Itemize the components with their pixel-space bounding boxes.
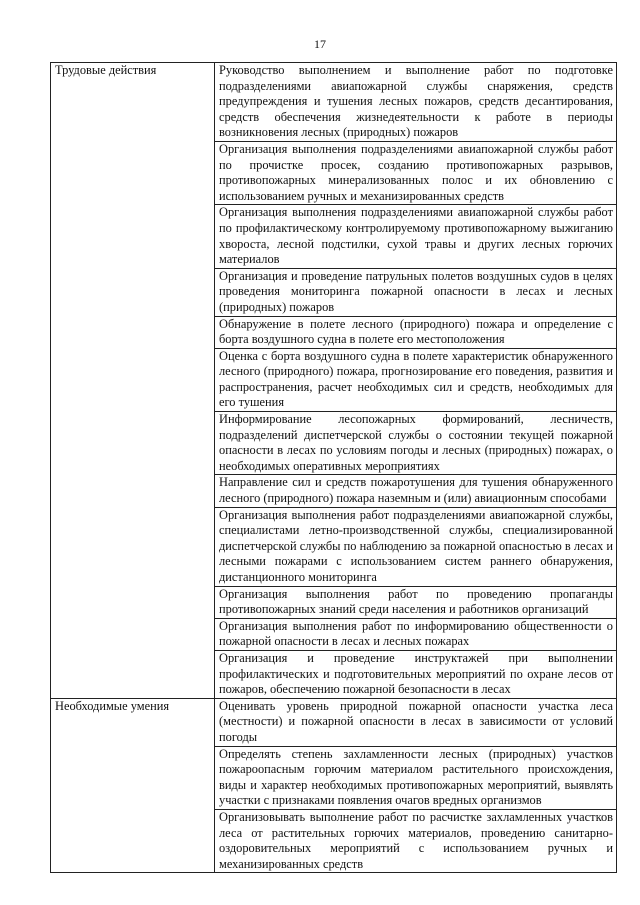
item-text: Обнаружение в полете лесного (природного) пожара и определение с борта воздушного судна в полете его местоположения xyxy=(219,316,613,347)
item-text: Организация выполнения работ подразделениями авиапожарной службы, специалистами летно-производственной службы, специализированной диспетчерской службы по наблюдению за пожарной опасностью в лесах и лесными пожарами с использованием систем раннего обнаружения, дистанционного мониторинга xyxy=(219,507,613,584)
item-text: Информирование лесопожарных формирований, лесничеств, подразделений диспетчерской службы о состоянии текущей пожарной опасности в лесах по условиям погоды и лесных (природных) пожарах, о необходимых оперативных мероприятиях xyxy=(219,412,613,473)
item-cell xyxy=(215,348,617,411)
item-text: Оценка с борта воздушного судна в полете характеристик обнаруженного лесного (природного) пожара, прогнозирование его поведения, развития и распространения, расчет необходимых сил и средств, необходимых для его тушения xyxy=(219,348,613,410)
item-cell xyxy=(215,268,617,316)
item-cell xyxy=(215,475,617,507)
item-text: Организовывать выполнение работ по расчистке захламленных участков леса от растительных горючих материалов, проведению санитарно-оздоровительных мероприятий с использованием ручных и механизированных средств xyxy=(219,809,613,871)
item-cell xyxy=(215,141,617,204)
item-cell xyxy=(215,507,617,586)
item-text: Организация и проведение инструктажей при выполнении профилактических и подготовительных мероприятий по охране лесов от пожаров, обеспечению пожарной безопасности в лесах xyxy=(219,650,613,697)
item-cell xyxy=(215,618,617,650)
item-text: Определять степень захламленности лесных (природных) участков пожароопасным горючим материалом растительного происхождения, виды и характер необходимых противопожарных мероприятий, выявлять участки с признаками появления очагов вредных организмов xyxy=(219,746,613,808)
item-cell xyxy=(215,698,617,746)
item-text: Организация выполнения работ по проведению пропаганды противопожарных знаний среди населения и работников организаций xyxy=(219,586,613,617)
table-row xyxy=(51,698,617,746)
section-label: Необходимые умения xyxy=(55,698,170,713)
item-text: Организация выполнения подразделениями авиапожарной службы работ по профилактическому контролируемому противопожарному выжиганию хвороста, лесной подстилки, сухой травы и других лесных горючих материалов xyxy=(219,205,613,267)
item-cell xyxy=(215,809,617,872)
spec-table xyxy=(50,62,617,873)
item-text: Направление сил и средств пожаротушения для тушения обнаруженного лесного (природного) пожара наземным и (или) авиационным способами xyxy=(219,475,613,506)
item-text: Оценивать уровень природной пожарной опасности участка леса (местности) и пожарной опасности в лесах в зависимости от условий погоды xyxy=(219,698,613,744)
item-cell xyxy=(215,586,617,618)
spec-table-body xyxy=(51,63,617,873)
item-text: Организация выполнения подразделениями авиапожарной службы работ по прочистке просек, созданию противопожарных разрывов, противопожарных минерализованных полос и их обновлению с использованием ручных и механизированных средств xyxy=(219,141,613,203)
item-cell xyxy=(215,205,617,268)
item-cell xyxy=(215,316,617,348)
section-label: Трудовые действия xyxy=(55,63,157,77)
item-cell xyxy=(215,412,617,475)
item-text: Организация выполнения работ по информированию общественности о пожарной опасности в лесах и лесных пожарах xyxy=(219,618,613,649)
item-cell xyxy=(215,63,617,142)
item-cell xyxy=(215,650,617,698)
section-label-cell xyxy=(51,698,215,873)
item-cell xyxy=(215,746,617,809)
table-row xyxy=(51,63,617,142)
section-label-cell xyxy=(51,63,215,699)
page-number: 17 xyxy=(314,37,326,51)
item-text: Организация и проведение патрульных полетов воздушных судов в целях проведения мониторинга пожарной опасности в лесах и лесных (природных) пожаров xyxy=(219,268,613,314)
item-text: Руководство выполнением и выполнение работ по подготовке подразделениями авиапожарной службы снаряжения, средств предупреждения и тушения лесных пожаров, средств десантирования, средств обеспечения жизнедеятельности к работе в периоды возникновения лесных (природных) пожаров xyxy=(219,63,613,140)
